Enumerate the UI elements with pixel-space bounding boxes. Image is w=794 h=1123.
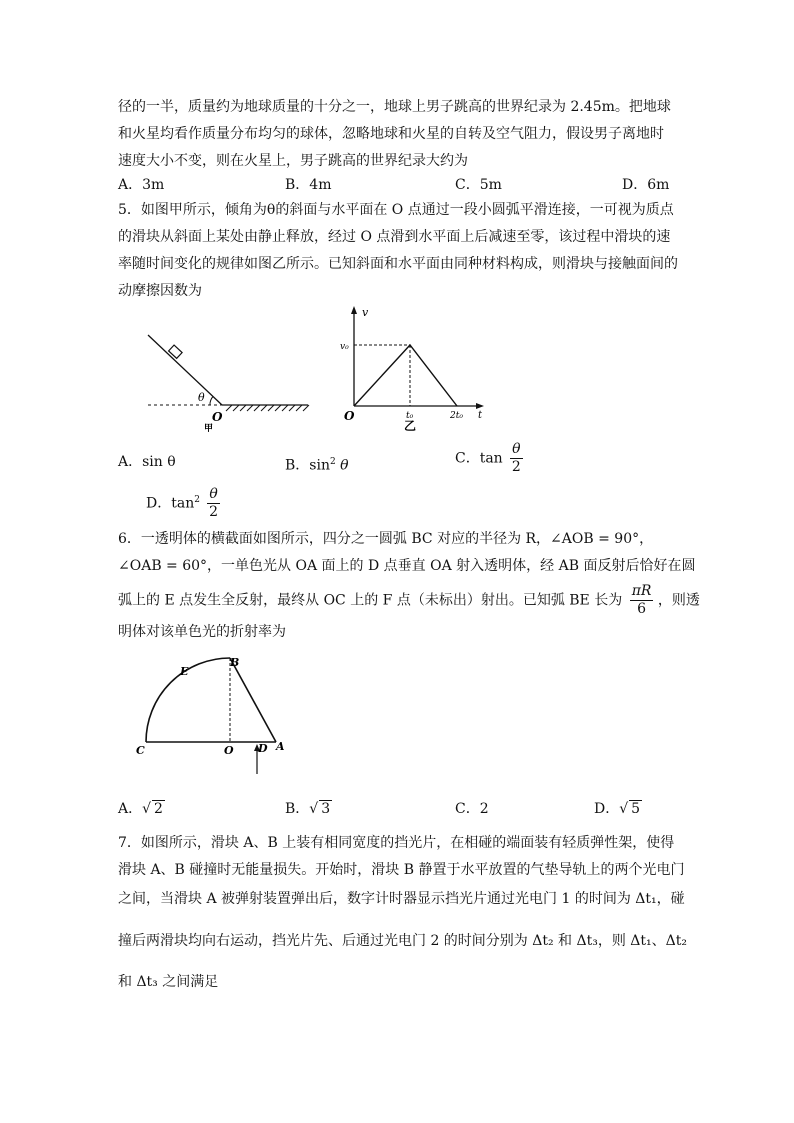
q6-text-line-3-main: 弧上的 E 点发生全反射，最终从 OC 上的 F 点（未标出）射出。已知弧 BE 长为: [118, 592, 623, 609]
q6-arc-numerator: πR: [631, 583, 652, 599]
q5-option-b-exp: 2: [329, 457, 336, 467]
q6-option-d-radicand: 5: [631, 801, 641, 817]
q4-option-d: D．6m: [622, 177, 670, 193]
q5-option-a: A．sin θ: [118, 454, 176, 470]
q6-arc-denominator: 6: [637, 601, 647, 617]
q7-text-line-5: 和 Δt₃ 之间满足: [118, 974, 219, 990]
fig6-label-e: E: [180, 665, 189, 678]
fig6-label-b: B: [230, 656, 240, 669]
fig6-label-a: A: [276, 740, 285, 753]
graph-origin-label: O: [344, 409, 355, 423]
q4-option-a: A．3m: [118, 177, 165, 193]
q5-text-line-1: 5．如图甲所示，倾角为θ的斜面与水平面在 O 点通过一段小圆弧平滑连接，一可视为质点: [118, 202, 674, 218]
q6-option-b-letter: B．: [285, 801, 310, 817]
q6-option-d-letter: D．: [594, 801, 620, 817]
q7-text-line-1: 7．如图所示，滑块 A、B 上装有相同宽度的挡光片，在相碰的端面装有轻质弹性架，使得: [118, 835, 675, 851]
q7-text-line-2: 滑块 A、B 碰撞时无能量损失。开始时，滑块 B 静置于水平放置的气垫导轨上的两个光电门: [118, 862, 685, 878]
q7-text-line-4: 撞后两滑块均向右运动，挡光片先、后通过光电门 2 的时间分别为 Δt₂ 和 Δt₃，则 Δt₁、Δt₂: [118, 933, 688, 949]
q5-option-d-fraction: [207, 486, 219, 521]
q6-text-line-3: [118, 583, 700, 618]
q6-option-b-radicand: 3: [321, 801, 331, 817]
q6-option-b: B．√ 3: [285, 801, 331, 817]
q5-option-c-func: C．tan: [455, 450, 503, 467]
fig6-label-c: C: [136, 744, 145, 757]
q5-option-b-func: B．sin: [285, 457, 330, 474]
vt-graph-figure-yi: [340, 304, 490, 434]
fig6-label-o: O: [224, 744, 234, 757]
q5-option-d-exp: 2: [194, 494, 200, 505]
q6-option-a-letter: A．: [118, 801, 143, 817]
q6-option-a-radicand: 2: [154, 801, 163, 817]
q6-text-line-2: ∠OAB = 60°，一单色光从 OA 面上的 D 点垂直 OA 射入透明体，经 AB 面反射后恰好在圆: [118, 558, 696, 574]
q4-option-b: B．4m: [285, 177, 332, 193]
q4-option-c: C．5m: [455, 177, 502, 193]
q5-text-line-2: 的滑块从斜面上某处由静止释放，经过 O 点滑到水平面上后减速至零，该过程中滑块的速: [118, 229, 671, 245]
graph-v0-label: v₀: [340, 342, 349, 352]
incline-caption: 甲: [204, 424, 214, 434]
q6-text-line-4: 明体对该单色光的折射率为: [118, 624, 286, 640]
q5-option-b-var: θ: [340, 457, 349, 474]
q4-text-line-3: 速度大小不变，则在火星上，男子跳高的世界纪录大约为: [118, 153, 468, 169]
q5-option-c-fraction: [510, 441, 522, 476]
q6-text-line-1: 6．一透明体的横截面如图所示，四分之一圆弧 BC 对应的半径为 R，∠AOB = 90°，: [118, 531, 654, 547]
q6-arc-length-fraction: [630, 583, 654, 618]
graph-t-axis-label: t: [478, 410, 483, 421]
q6-option-a: A．√ 2: [118, 801, 163, 817]
graph-caption: 乙: [404, 419, 417, 433]
q5-option-d-func: D．tan: [146, 495, 195, 512]
incline-o-label: O: [212, 410, 223, 424]
q7-text-line-3: 之间，当滑块 A 被弹射装置弹出后，数字计时器显示挡光片通过光电门 1 的时间为 Δt₁，碰: [118, 891, 685, 907]
q5-option-c-numerator: θ: [512, 441, 521, 457]
transparent-body-figure: [130, 650, 290, 780]
q5-text-line-3: 率随时间变化的规律如图乙所示。已知斜面和水平面由同种材料构成，则滑块与接触面间的: [118, 256, 678, 272]
q6-option-c: C．2: [455, 801, 489, 817]
q5-option-c-denominator: 2: [511, 459, 521, 475]
q6-option-d: D．√ 5: [594, 801, 641, 817]
q6-text-line-3-end: ，则透: [657, 592, 700, 609]
q5-option-d: [146, 486, 220, 521]
q4-text-line-2: 和火星均看作质量分布均匀的球体，忽略地球和火星的自转及空气阻力，假设男子离地时: [118, 126, 664, 142]
graph-2t0-label: 2t₀: [450, 411, 463, 421]
graph-v-axis-label: v: [362, 306, 369, 319]
q5-option-b: [285, 452, 349, 476]
incline-theta-label: θ: [198, 391, 205, 404]
q5-text-line-4: 动摩擦因数为: [118, 283, 202, 299]
graph-t0-label: t₀: [406, 411, 414, 421]
q5-option-c: [455, 441, 523, 476]
incline-figure-jia: [140, 325, 320, 435]
fig6-label-d: D: [258, 742, 268, 755]
q5-option-d-numerator: θ: [209, 486, 218, 502]
q4-text-line-1: 径的一半，质量约为地球质量的十分之一，地球上男子跳高的世界纪录为 2.45m。把地球: [118, 99, 671, 115]
q5-option-d-denominator: 2: [209, 504, 219, 520]
